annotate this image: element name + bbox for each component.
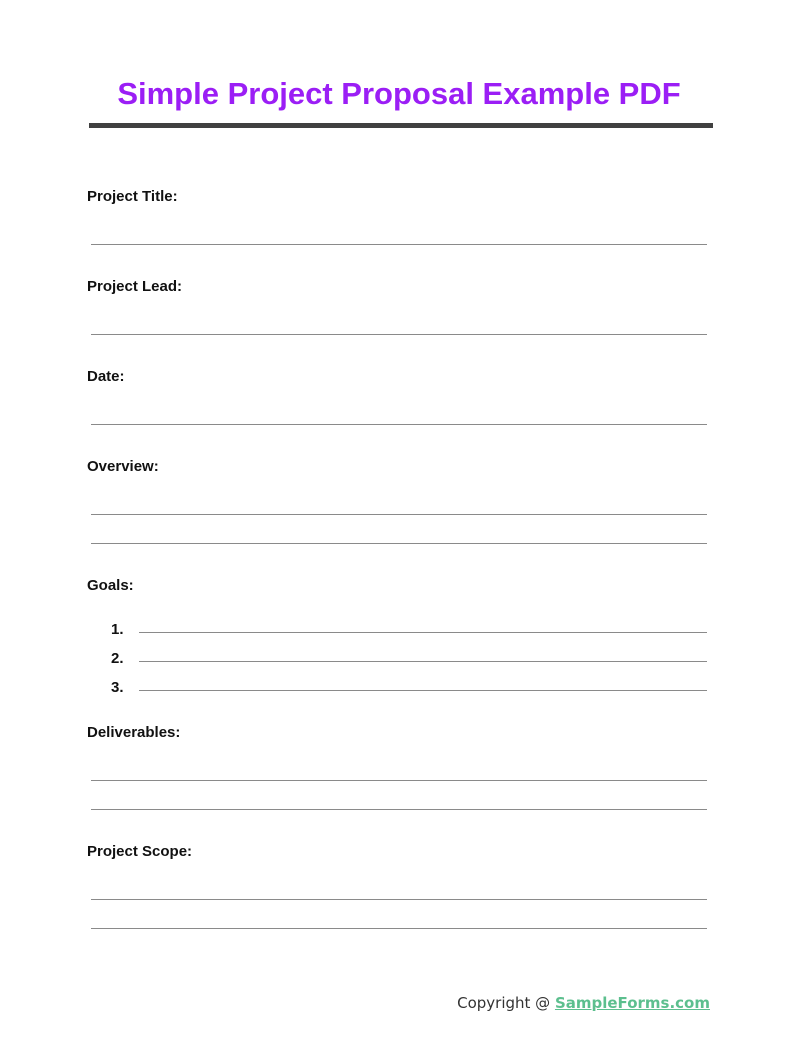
project-lead-label: Project Lead: xyxy=(87,278,183,295)
overview-field-line-1[interactable] xyxy=(91,514,707,515)
overview-field-line-2[interactable] xyxy=(91,543,707,544)
goal-number-2: 2. xyxy=(111,650,124,667)
project-title-field[interactable] xyxy=(91,244,707,245)
copyright-footer xyxy=(457,994,710,1012)
project-lead-field[interactable] xyxy=(91,334,707,335)
overview-label: Overview: xyxy=(87,458,159,475)
project-scope-label: Project Scope: xyxy=(87,843,193,860)
deliverables-label: Deliverables: xyxy=(87,724,181,741)
goal-field-2[interactable] xyxy=(139,661,707,662)
project-scope-field-line-1[interactable] xyxy=(91,899,707,900)
goal-number-1: 1. xyxy=(111,621,124,638)
goal-number-3: 3. xyxy=(111,679,124,696)
copyright-text: Copyright @ xyxy=(457,994,555,1012)
goals-label: Goals: xyxy=(87,577,134,594)
project-title-label: Project Title: xyxy=(87,188,178,205)
date-label: Date: xyxy=(87,368,125,385)
sampleforms-link[interactable]: SampleForms.com xyxy=(554,994,710,1012)
goal-field-1[interactable] xyxy=(139,632,707,633)
goal-field-3[interactable] xyxy=(139,690,707,691)
page-title: Simple Project Proposal Example PDF xyxy=(117,76,681,111)
deliverables-field-line-1[interactable] xyxy=(91,780,707,781)
project-scope-field-line-2[interactable] xyxy=(91,928,707,929)
deliverables-field-line-2[interactable] xyxy=(91,809,707,810)
title-divider xyxy=(89,123,713,128)
date-field[interactable] xyxy=(91,424,707,425)
